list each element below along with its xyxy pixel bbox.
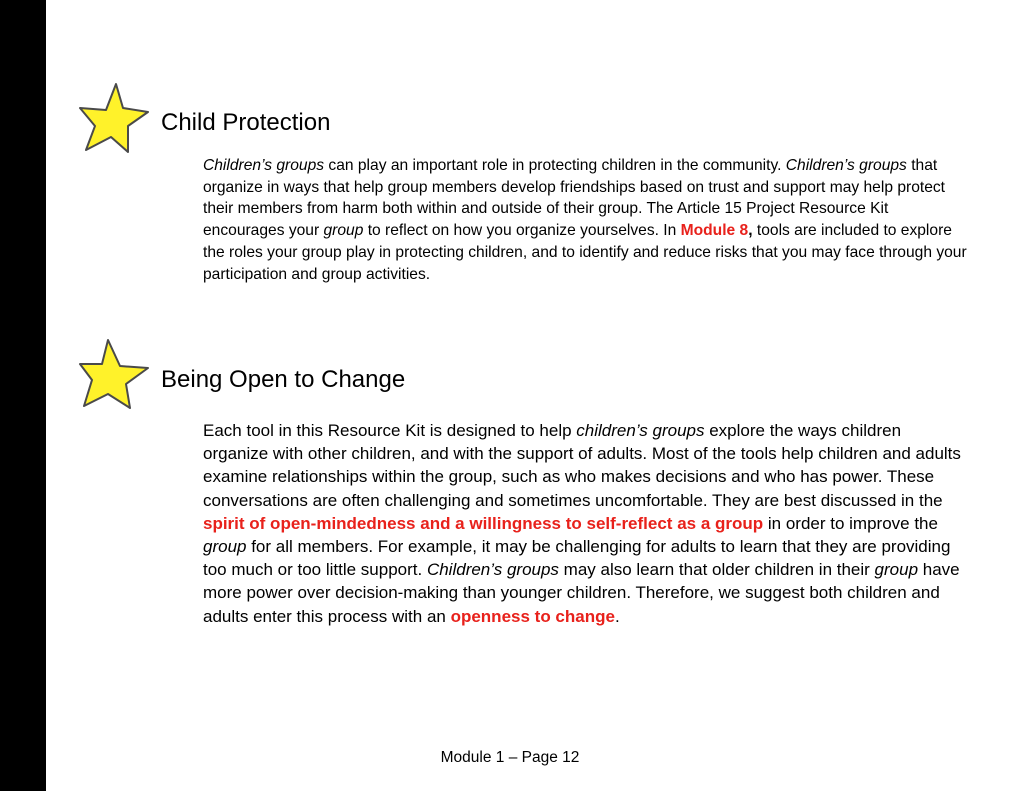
module-8-highlight: Module 8: [680, 222, 749, 240]
child-protection-paragraph: [203, 155, 973, 285]
body-text: explore the ways children organize with other children, and with the support of adults. Most of the tools help children and adults examine relationships within the group, such as who makes decisions and who has power. These conversations are often challenging and sometimes uncomfortable. They are best discussed in the: [203, 421, 961, 510]
being-open-to-change-paragraph: [203, 419, 963, 628]
italic-text: Children’s groups: [203, 157, 325, 174]
italic-text: Children’s groups: [785, 157, 907, 174]
body-text: in order to improve the: [763, 513, 938, 533]
body-text: .: [614, 606, 620, 626]
body-text: may also learn that older children in their: [558, 560, 875, 580]
star-icon: [78, 82, 150, 154]
body-text: to reflect on how you organize yourselves. In: [363, 222, 681, 240]
italic-text: Children’s groups: [426, 560, 559, 580]
body-text: Each tool in this Resource Kit is designed to help: [203, 421, 577, 440]
comma: ,: [748, 222, 753, 240]
italic-text: group: [323, 222, 364, 240]
section-title-child-protection: Child Protection: [161, 109, 331, 136]
openness-to-change-highlight: openness to change: [450, 606, 615, 626]
body-text: that organize in ways that help group members develop friendships based on trust and support may help protect their members from harm both within and outside of their group. The Article 15 Project Resource Kit encourages your: [203, 157, 945, 240]
body-text: for all members. For example, it may be challenging for adults to learn that they are providing too much or too little support.: [203, 537, 951, 580]
left-black-bar: [0, 0, 46, 791]
body-text: have more power over decision-making than younger children. Therefore, we suggest both children and adults enter this process with an: [203, 560, 960, 626]
body-text: tools are included to explore the roles your group play in protecting children, and to identify and reduce risks that you may face through your participation and group activities.: [203, 222, 967, 283]
page-footer: Module 1 – Page 12: [440, 749, 580, 766]
italic-text: children’s groups: [576, 421, 705, 440]
body-text: can play an important role in protecting children in the community.: [324, 157, 786, 174]
section-title-being-open-to-change: Being Open to Change: [161, 366, 406, 393]
italic-text: group: [874, 560, 919, 580]
italic-text: group: [203, 537, 247, 557]
open-mindedness-highlight: spirit of open-mindedness and a willingness to self-reflect as a group: [203, 513, 764, 533]
star-icon: [78, 338, 150, 410]
